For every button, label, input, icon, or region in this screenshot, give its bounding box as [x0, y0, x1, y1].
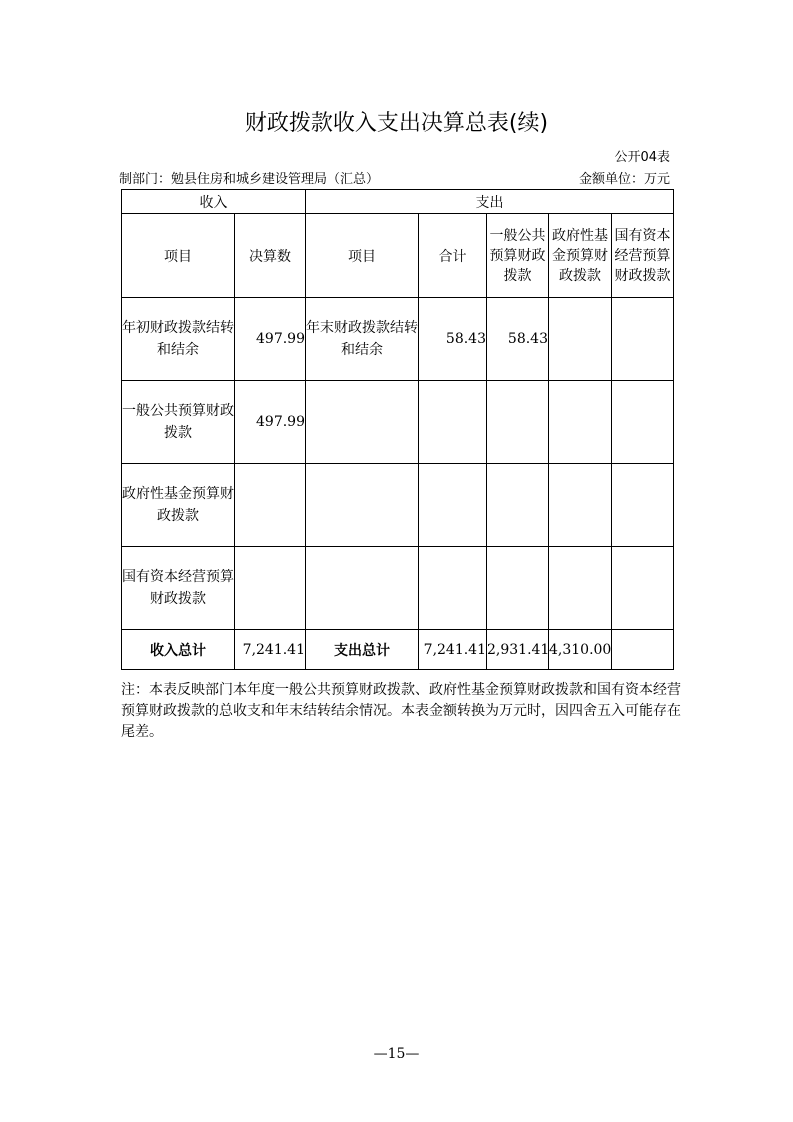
government-fund-cell [549, 464, 612, 547]
state-capital-cell [612, 547, 674, 630]
expense-group-header: 支出 [306, 190, 674, 214]
col-income-item: 项目 [122, 214, 235, 298]
amount-unit: 金额单位：万元 [578, 172, 670, 187]
expense-total-amount: 7,241.41 [419, 630, 487, 670]
expense-total-cell [419, 547, 487, 630]
col-income-amount: 决算数 [235, 214, 306, 298]
expense-total-cell [419, 381, 487, 464]
table-row [122, 464, 674, 547]
unit-name: 制部门：勉县住房和城乡建设管理局（汇总） [119, 172, 380, 187]
table-row [122, 547, 674, 630]
page-number: —15— [373, 1046, 420, 1062]
government-fund-cell [549, 547, 612, 630]
expense-item-cell [306, 464, 419, 547]
income-total-label: 收入总计 [122, 630, 235, 670]
expense-total-label: 支出总计 [306, 630, 419, 670]
col-expense-total: 合计 [419, 214, 487, 298]
totals-row [122, 630, 674, 670]
government-fund-total: 4,310.00 [549, 630, 612, 670]
expense-total-cell [419, 464, 487, 547]
income-amount-cell [235, 547, 306, 630]
table-note: 注：本表反映部门本年度一般公共预算财政拨款、政府性基金预算财政拨款和国有资本经营预算财政拨款的总收支和年末结转结余情况。本表金额转换为万元时，因四舍五入可能存在尾差。 [121, 682, 681, 740]
state-capital-cell [612, 298, 674, 381]
expense-item-cell [306, 547, 419, 630]
form-code: 公开04表 [614, 150, 670, 165]
income-amount-cell: 497.99 [235, 298, 306, 381]
table-row [122, 381, 674, 464]
col-general-public: 一般公共预算财政拨款 [487, 214, 549, 298]
income-item-cell: 年初财政拨款结转和结余 [122, 298, 235, 381]
col-expense-item: 项目 [306, 214, 419, 298]
expense-item-cell: 年末财政拨款结转和结余 [306, 298, 419, 381]
income-amount-cell [235, 464, 306, 547]
state-capital-cell [612, 464, 674, 547]
general-public-cell [487, 464, 549, 547]
general-public-cell: 58.43 [487, 298, 549, 381]
general-public-cell [487, 381, 549, 464]
income-item-cell: 一般公共预算财政拨款 [122, 381, 235, 464]
table-row [122, 298, 674, 381]
government-fund-cell [549, 381, 612, 464]
general-public-cell [487, 547, 549, 630]
income-item-cell: 国有资本经营预算财政拨款 [122, 547, 235, 630]
budget-table [121, 189, 674, 670]
income-group-header: 收入 [122, 190, 306, 214]
general-public-total: 2,931.41 [487, 630, 549, 670]
page-title: 财政拨款收入支出决算总表(续) [244, 111, 549, 136]
state-capital-total [612, 630, 674, 670]
government-fund-cell [549, 298, 612, 381]
state-capital-cell [612, 381, 674, 464]
income-total-amount: 7,241.41 [235, 630, 306, 670]
income-amount-cell: 497.99 [235, 381, 306, 464]
expense-total-cell: 58.43 [419, 298, 487, 381]
col-government-fund: 政府性基金预算财政拨款 [549, 214, 612, 298]
expense-item-cell [306, 381, 419, 464]
col-state-capital: 国有资本经营预算财政拨款 [612, 214, 674, 298]
income-item-cell: 政府性基金预算财政拨款 [122, 464, 235, 547]
